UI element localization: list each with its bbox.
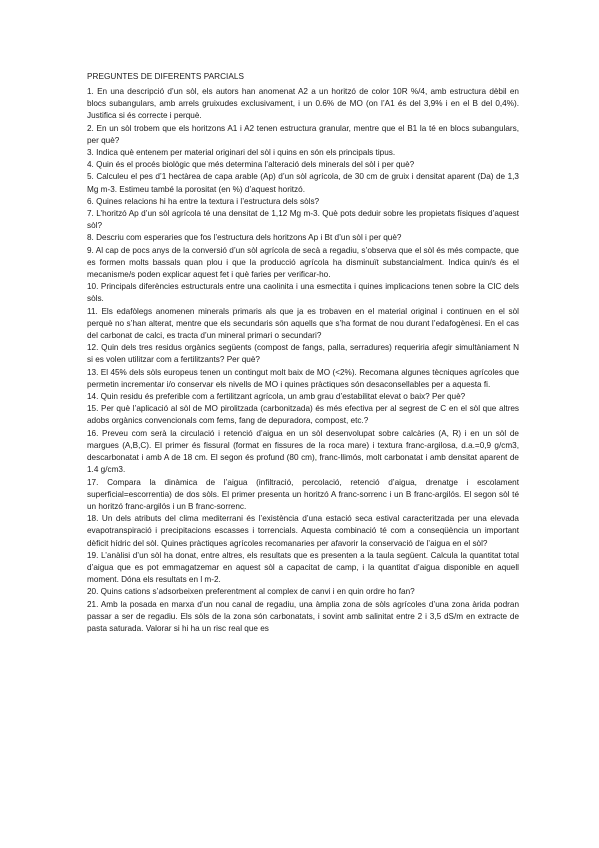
question-13: 13. El 45% dels sòls europeus tenen un contingut molt baix de MO (<2%). Recomana algunes tècniques agrícoles que permetin incrementar i/o conservar els nivells de MO i quines pràctiques són desaconsellables per a aquesta fi. — [87, 367, 519, 389]
document-title: PREGUNTES DE DIFERENTS PARCIALS — [87, 72, 244, 81]
question-9: 9. Al cap de pocs anys de la conversió d’un sòl agrícola de secà a regadiu, s’observa que el sòl és més compacte, que es formen molts bassals quan plou i que la producció agrícola ha disminuït substancialment. Indica quin/s és el mecanisme/s poden explicar aquest fet i què faries per verificar-ho. — [87, 245, 519, 280]
question-1: 1. En una descripció d’un sòl, els autors han anomenat A2 a un horitzó de color 10R %/4, amb estructura dèbil en blocs subangulars, amb arrels gruixudes exclusivament, i un 0.6% de MO (on l’A1 és del 3,9% i en el B del 0,4%). Justifica si és correcte i perquè. — [87, 87, 519, 121]
question-7: 7. L’horitzó Ap d’un sòl agrícola té una densitat de 1,12 Mg m-3. Què pots deduir sobre les propietats físiques d’aquest sòl? — [87, 209, 519, 231]
question-12: 12. Quin dels tres residus orgànics següents (compost de fangs, palla, serradures) requeriria afegir simultàniament N si es volen utilitzar com a fertilitzants? Per què? — [87, 343, 519, 365]
question-6: 6. Quines relacions hi ha entre la textura i l’estructura dels sòls? — [87, 196, 320, 206]
question-16: 16. Preveu com serà la circulació i retenció d’aigua en un sòl desenvolupat sobre calcàries (A, R) i en un sòl de margues (A,B,C). El primer és fissural (format en fissures de la roca mare) i textura franc-argilosa, d.a.=0,9 g/cm3, descarbonatat i amb A de 18 cm. El segon és profund (80 cm), franc-llimós, molt carbonatat i amb densitat aparent de 1.4 g/cm3. — [87, 428, 519, 475]
question-11: 11. Els edafòlegs anomenen minerals primaris als que ja es trobaven en el material original i continuen en el sòl perquè no s’han alterat, mentre que els secundaris són aquells que s’ha format de nou durant l’edafogènesi. En el cas del carbonat de calci, es tracta d’un mineral primari o secundari? — [87, 306, 519, 341]
question-10: 10. Principals diferències estructurals entre una caolinita i una esmectita i quines implicacions tenen sobre la CIC dels sòls. — [87, 282, 519, 304]
question-5: 5. Calculeu el pes d’1 hectàrea de capa arable (Ap) d’un sòl agrícola, de 30 cm de gruix i densitat aparent (Da) de 1,3 Mg m-3. Estimeu també la porositat (en %) d’aquest horitzó. — [87, 172, 519, 194]
question-17: 17. Compara la dinàmica de l’aigua (infiltració, percolació, retenció d’aigua, drenatge i escolament superficial=escorrentia) de dos sòls. El primer presenta un horitzó A franc-sorrenc i un B franc-argilós. El segon sòl té un horitzó franc-argilós i un B franc-sorrenc. — [87, 477, 519, 511]
question-2: 2. En un sòl trobem que els horitzons A1 i A2 tenen estructura granular, mentre que el B1 la té en blocs subangulars, per què? — [87, 123, 519, 145]
question-21: 21. Amb la posada en marxa d’un nou canal de regadiu, una àmplia zona de sòls agrícoles d’una zona àrida podran passar a ser de regadiu. Els sòls de la zona són carbonatats, i sovint amb salinitat entre 2 i 3,5 dS/m en extracte de pasta saturada. Valorar si hi ha un risc real que es — [87, 599, 519, 633]
question-18: 18. Un dels atributs del clima mediterrani és l’existència d’una estació seca estival caracteritzada per una elevada evapotranspiració i precipitacions escasses i torrencials. Aquesta combinació té com a conseqüència un important dèficit hídric del sòl. Quines pràctiques agrícoles recomanaries per afavorir la conservació de l’aigua en el sòl? — [87, 514, 519, 548]
question-3: 3. Indica què entenem per material originari del sòl i quins en són els principals tipus. — [87, 148, 396, 158]
question-20: 20. Quins cations s’adsorbeixen preferentment al complex de canvi i en quin ordre ho fan? — [87, 587, 415, 597]
question-4: 4. Quin és el procés biològic que més determina l’alteració dels minerals del sòl i per què? — [87, 160, 415, 170]
question-8: 8. Descriu com esperaries que fos l’estructura dels horitzons Ap i Bt d’un sòl i per què? — [87, 233, 402, 243]
question-14: 14. Quin residu és preferible com a fertilitzant agrícola, un amb grau d’estabilitat elevat o baix? Per què? — [87, 392, 466, 402]
question-list — [87, 86, 519, 635]
question-19: 19. L’anàlisi d’un sòl ha donat, entre altres, els resultats que es presenten a la taula següent. Calcula la quantitat total d’aigua que es pot emmagatzemar en aquest sòl a capacitat de camp, i la quantitat d’aigua disponible en aquell moment. Dóna els resultats en l m-2. — [87, 550, 519, 585]
question-15: 15. Per què l’aplicació al sòl de MO pirolitzada (carbonitzada) és més efectiva per al segrest de C en el sòl que altres adobs orgànics convencionals com fems, fang de depuradora, compost, etc.? — [87, 404, 519, 426]
